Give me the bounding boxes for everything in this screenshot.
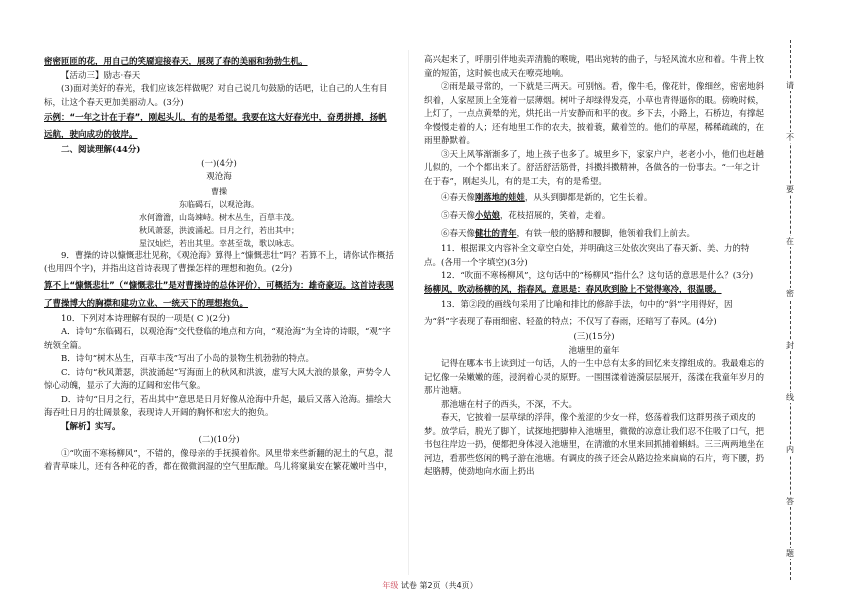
reading-paragraph (424, 189, 764, 207)
fill-answer: 小姑娘 (475, 210, 500, 220)
left-column (44, 56, 394, 475)
seal-char: 内 (786, 445, 794, 454)
fill-answer: 健壮的青年 (475, 228, 517, 238)
section-heading: 二、阅读理解(44分) (61, 145, 141, 155)
seal-char: 请 (786, 81, 794, 90)
sub-section-heading: (一)(4分) (201, 158, 237, 169)
reading-paragraph (424, 225, 764, 243)
text-span: ⑤春天像 (441, 211, 476, 221)
column-separator (408, 50, 409, 575)
page-number: 试卷 第2页（共4页） (400, 581, 478, 590)
poem-title: 观沧海 (206, 172, 232, 182)
text-span: ⑥春天像 (441, 229, 476, 239)
reading-paragraph: ③天上风筝渐渐多了，地上孩子也多了。城里乡下，家家户户，老老小小，他们也赶趟儿似的，一个个都出来了。舒活舒活筋骨，抖擞抖擞精神，各做各的一份事去。“一年之计在于春”，刚起头儿，有的是工夫，有的是希望。 (424, 149, 765, 187)
reading-paragraph: ①“吹面不寒杨柳风”，不错的，像母亲的手抚摸着你。风里带来些新翻的泥土的气息，混着青草味儿，还有各种花的香，都在微微润湿的空气里酝酿。鸟儿将窠巢安在繁花嫩叶当中， (44, 448, 393, 472)
text-span: ④春天像 (441, 193, 476, 203)
seal-char: 题 (786, 549, 794, 558)
option-a: A．诗句“东临碣石，以观沧海”交代登临的地点和方向，“观沧海”为全诗的诗眼，“观”字统领全篇。 (44, 327, 391, 351)
grade-label: 年级 (382, 581, 399, 590)
option-b: B．诗句“树木丛生，百草丰茂”写出了小岛的景物生机勃勃的特点。 (61, 354, 314, 364)
seal-char: 不 (786, 133, 794, 142)
reading-paragraph: 记得在哪本书上读到过一句话，人的一生中总有太多的回忆来支撑组成的。我最难忘的记忆像一朵嫩嫩的莲，浸润着心灵的原野。一围围漾着涟漪层层展开，荡漾在我童年岁月的那片池塘。 (424, 359, 765, 396)
poem-line: 东临碣石，以观沧海。 (179, 199, 259, 209)
question-text: 11．根据课文内容补全文章空白处，并明确这三处依次突出了春天新、美、力的特点。(各用一个字填空)(3分) (424, 244, 750, 268)
binding-margin (780, 40, 810, 580)
poem-author: 曹操 (211, 186, 227, 196)
analysis-text: 【解析】实写。 (61, 421, 121, 432)
question-text: 13．第②段的画线句采用了比喻和排比的修辞手法，句中的“斜”字用得好，因为“斜”字表现了春雨细密、轻盈的特点；不仅写了春雨，还暗写了春风。(4分) (424, 300, 733, 327)
answer-text: 密密匝匝的花，用自己的笑靥迎接春天，展现了春的美丽和勃勃生机。 (44, 57, 308, 67)
reading-paragraph: ②雨是最寻常的，一下就是三两天。可别恼。看，像牛毛，像花针，像细丝，密密地斜织着，人家屋顶上全笼着一层薄烟。树叶子却绿得发亮，小草也青得逼你的眼。傍晚时候，上灯了，一点点黄晕的光，烘托出一片安静而和平的夜。乡下去，小路上，石桥边，有撑起伞慢慢走着的人；还有地里工作的农夫，披着蓑，戴着笠的。他们的草屋，稀稀疏疏的，在雨里静默着。 (424, 82, 765, 146)
reading-paragraph: 春天，它披着一层草绿的浮萍，像个羞涩的少女一样，悠荡着我们这群男孩子顽皮的梦。放学后，脱光了脚丫，试探地把脚伸入池塘里，微微的凉意让我们忍不住吸了口气，把书包往岸边一扔，便都把身体浸入池塘里，在清澈的水里来回抓捕着蝌蚪。三三两两地坐在河边，看那些悠闲的鸭子游在池塘。有调皮的孩子还会从路边捡来扁扁的石片，弯下腰，扔起胳膊，使劲地向水面上扔出 (424, 413, 765, 477)
reading-paragraph: 那池塘在村子的西头，不深，不大。 (441, 399, 578, 410)
answer-text: 示例：“一年之计在于春”，刚起头儿，有的是希望。我要在这大好春光中，奋勇拼搏，扬帆远航，驶向成功的彼岸。 (44, 113, 387, 140)
sub-section-heading: (二)(10分) (198, 435, 240, 445)
text-span: ，花枝招展的，笑着，走着。 (499, 211, 611, 221)
seal-char: 要 (786, 185, 794, 194)
answer-text: 算不上“慷慨悲壮”（“慷慨悲壮”是对曹操诗的总体评价），可概括为：雄奇豪迈。这首诗表现了曹操博大的胸襟和建功立业、一统天下的理想抱负。 (44, 280, 394, 309)
answer-text: 杨柳风，吹动杨柳的风，指春风。意思是：春风吹到脸上不觉得寒冷，很温暖。 (424, 284, 722, 295)
question-text: 10．下列对本诗理解有误的一项是( C )(2分) (61, 313, 230, 324)
option-c: C．诗句“秋风萧瑟，洪波涌起”写海面上的秋风和洪波，虚写大风大浪的景象，声势令人惊心动魄，显示了大海的辽阔和宏伟气象。 (44, 367, 391, 391)
text-span: ，有铁一般的胳膊和腰脚，他领着我们上前去。 (516, 229, 696, 239)
seal-char: 密 (786, 289, 794, 298)
seal-char: 封 (786, 341, 794, 350)
option-d: D．诗句“日月之行，若出其中”意思是日月好像从沧海中升起，最后又落入沧海。描绘大海吞吐日月的壮阔景象，表现诗人开阔的胸怀和宏大的抱负。 (44, 394, 392, 418)
seal-char: 线 (786, 393, 794, 402)
seal-char: 在 (786, 237, 794, 246)
sub-section-heading: (三)(15分) (573, 332, 615, 342)
question-text: (3)面对美好的春光，我们应该怎样做呢？对自己说几句鼓励的话吧，让自己的人生有目标，让这个春天更加美丽动人。(3分) (44, 84, 388, 108)
question-text: 12．“吹面不寒杨柳风”，这句话中的“杨柳风”指什么？这句话的意思是什么？(3分) (441, 271, 754, 281)
activity-title: 【活动三】励志·春天 (61, 70, 141, 81)
article-title: 池塘里的童年 (568, 345, 620, 356)
seal-char: 答 (786, 497, 794, 506)
right-column (424, 54, 764, 480)
reading-paragraph: 高兴起来了，呼朋引伴地卖弄清脆的喉咙，唱出宛转的曲子，与轻风流水应和着。牛背上牧童的短笛，这时候也成天在嘹亮地响。 (424, 55, 765, 79)
poem-line: 水何澹澹，山岛竦峙。树木丛生，百草丰茂。 (139, 212, 299, 222)
question-text: 9．曹操的诗以慷慨悲壮见称，《观沧海》算得上“慷慨悲壮”吗？若算不上，请你试作概括(也用四个字)，并指出这首诗表现了曹操怎样的理想和抱负。(2分) (44, 250, 394, 274)
poem-line: 秋风萧瑟，洪波涌起。日月之行，若出其中； (139, 225, 299, 235)
reading-paragraph (424, 207, 764, 225)
poem-line: 星汉灿烂，若出其里。幸甚至哉，歌以咏志。 (139, 238, 299, 248)
fill-answer: 刚落地的娃娃 (475, 192, 525, 202)
text-span: ，从头到脚都是新的，它生长着。 (524, 193, 653, 203)
page-footer (0, 580, 860, 591)
